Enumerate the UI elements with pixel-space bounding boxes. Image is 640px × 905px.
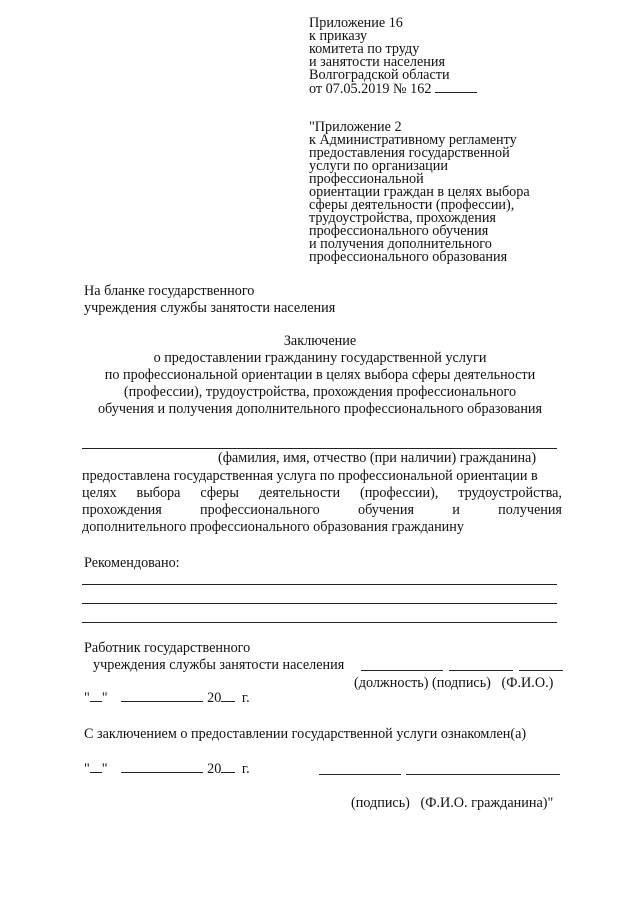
- title-line: о предоставлении гражданину государственной услуги: [153, 350, 487, 366]
- worker-position-field[interactable]: [361, 670, 443, 671]
- body-line: предоставлена государственная услуга по профессиональной ориентации в: [82, 468, 538, 484]
- appendix-2-line: трудоустройства, прохождения: [309, 210, 496, 226]
- recommendation-line-2[interactable]: [82, 603, 557, 604]
- ack-month-field[interactable]: [121, 762, 203, 773]
- appendix-2-line: профессионального обучения: [309, 223, 489, 239]
- title-line: обучения и получения дополнительного профессионального образования: [97, 401, 543, 417]
- title-heading: Заключение: [283, 333, 357, 349]
- appendix-16-line: и занятости населения: [309, 54, 446, 70]
- appendix-2-line: к Административному регламенту: [309, 132, 517, 148]
- worker-signature-field[interactable]: [449, 670, 513, 671]
- citizen-name-caption: (фамилия, имя, отчество (при наличии) гражданина): [218, 450, 537, 466]
- letterhead-line: На бланке государственного: [84, 283, 255, 299]
- body-line: прохождения профессионального обучения и получения: [82, 502, 562, 518]
- appendix-16-line: комитета по труду: [309, 41, 420, 57]
- recommendation-line-1[interactable]: [82, 584, 557, 585]
- ack-signature-field[interactable]: [319, 774, 401, 775]
- appendix-2-line: и получения дополнительного: [309, 236, 492, 252]
- ack-date: " " 20 г.: [84, 761, 250, 777]
- appendix-2-block: [309, 121, 530, 264]
- ack-day-field[interactable]: [90, 762, 102, 773]
- appendix-2-line: профессиональной: [309, 171, 424, 187]
- body-line: дополнительного профессионального образования гражданину: [82, 519, 464, 535]
- worker-label-line-2: учреждения службы занятости населения: [93, 657, 345, 673]
- appendix-2-line: профессионального образования: [309, 249, 508, 265]
- worker-month-field[interactable]: [121, 691, 203, 702]
- appendix-2-line: предоставления государственной: [309, 145, 510, 161]
- appendix-2-line: сферы деятельности (профессии),: [309, 197, 515, 213]
- worker-field-captions: (должность) (подпись) (Ф.И.О.): [354, 675, 554, 691]
- recommended-label: Рекомендовано:: [84, 555, 180, 571]
- title-line: по профессиональной ориентации в целях выбора сферы деятельности: [104, 367, 536, 383]
- worker-year-field[interactable]: [221, 691, 235, 702]
- appendix-16-block: [309, 17, 477, 96]
- appendix-2-line: ориентации граждан в целях выбора: [309, 184, 530, 200]
- recommendation-line-3[interactable]: [82, 622, 557, 623]
- title-line: (профессии), трудоустройства, прохождения профессионального: [123, 384, 517, 400]
- letterhead-line: учреждения службы занятости населения: [84, 300, 336, 316]
- appendix-2-line: "Приложение 2: [309, 119, 402, 135]
- acknowledgement-text: С заключением о предоставлении государственной услуги ознакомлен(а): [84, 726, 527, 742]
- citizen-name-line[interactable]: [82, 448, 557, 449]
- order-number-blank: [435, 82, 477, 93]
- worker-label-line-1: Работник государственного: [84, 640, 251, 656]
- letterhead-note: [84, 283, 335, 317]
- worker-date: " " 20 г.: [84, 690, 250, 706]
- body-line: целях выбора сферы деятельности (профессии), трудоустройства,: [82, 485, 562, 501]
- ack-field-captions: (подпись) (Ф.И.О. гражданина)": [351, 795, 554, 811]
- worker-fio-field[interactable]: [519, 670, 563, 671]
- worker-day-field[interactable]: [90, 691, 102, 702]
- ack-year-field[interactable]: [221, 762, 235, 773]
- appendix-16-line: Приложение 16: [309, 15, 403, 31]
- appendix-2-line: услуги по организации: [309, 158, 448, 174]
- ack-fio-field[interactable]: [406, 774, 560, 775]
- conclusion-title: [70, 333, 570, 418]
- appendix-16-line: Волгоградской области: [309, 67, 450, 83]
- appendix-16-line: к приказу: [309, 28, 368, 44]
- order-line: от 07.05.2019 № 162: [309, 82, 477, 96]
- body-paragraph: [82, 468, 562, 536]
